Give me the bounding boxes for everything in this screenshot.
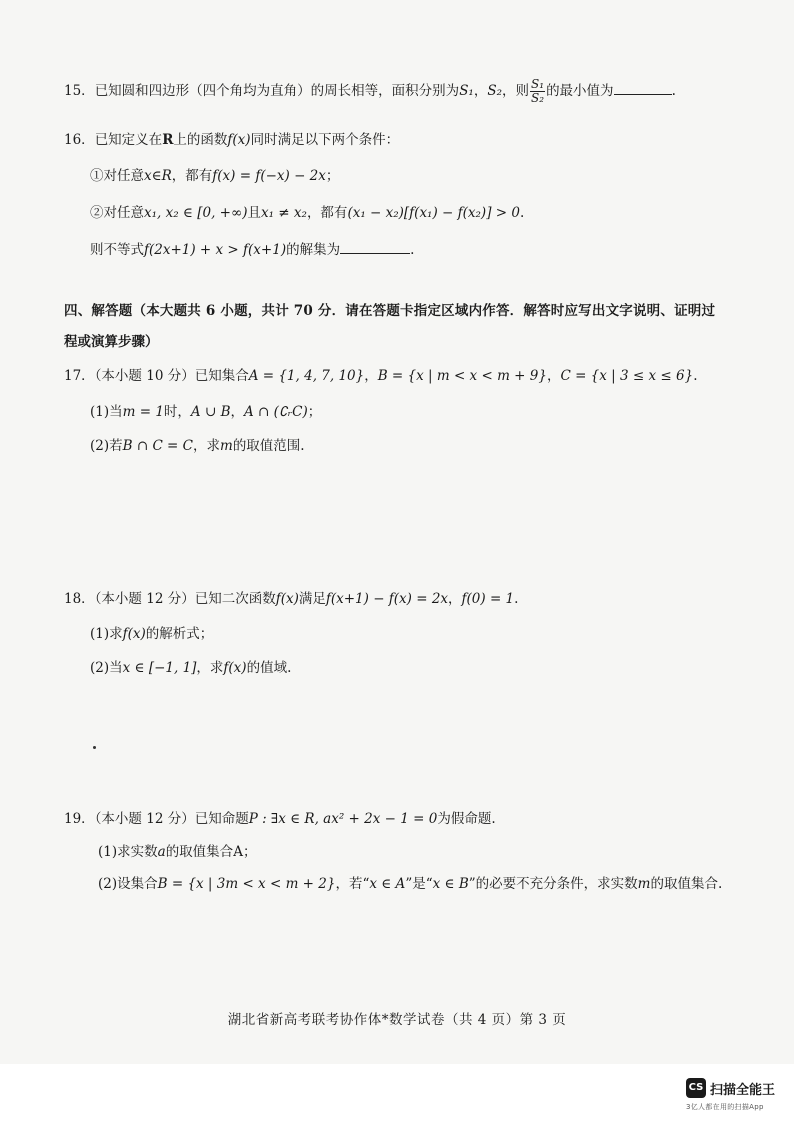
question-19-part-1: (1)求实数a的取值集合A； (98, 844, 257, 860)
scanner-app-tagline: 3亿人都在用的扫描App (686, 1103, 764, 1111)
section-heading-cont: 程或演算步骤） (64, 334, 159, 350)
question-17-part-1: (1)当m = 1时，A ∪ B，A ∩ (∁ᵣC)； (90, 404, 322, 420)
question-16-condition-2: ②对任意x₁, x₂ ∈ [0, +∞)且x₁ ≠ x₂，都有(x₁ − x₂)[f(x₁) − f(x₂)] > 0. (90, 205, 525, 221)
question-17-stem: 17．（本小题 10 分）已知集合A = {1, 4, 7, 10}，B = {x | m < x < m + 9}，C = {x | 3 ≤ x ≤ 6}. (64, 368, 698, 384)
answer-blank (614, 93, 672, 95)
fraction-s1-s2: $\frac{\text{S₁}}{\text{S₂}}$ (531, 77, 545, 105)
page-footer: 湖北省新高考联考协作体*数学试卷（共 4 页）第 3 页 (227, 1012, 567, 1028)
question-19-part-2: (2)设集合B = {x | 3m < x < m + 2}，若“x ∈ A”是“x ∈ B”的必要不充分条件，求实数m的取值集合. (98, 876, 723, 892)
question-18-stem: 18．（本小题 12 分）已知二次函数f(x)满足f(x+1) − f(x) = 2x，f(0) = 1. (64, 591, 519, 607)
question-16-condition-1: ①对任意x∈R，都有f(x) = f(−x) − 2x； (90, 168, 340, 184)
question-15: 15．已知圆和四边形（四个角均为直角）的周长相等，面积分别为S₁，S₂，则 $\frac{\text{S₁}}{\text{S₂}}$ 的最小值为 . (64, 77, 676, 105)
question-18-part-1: (1)求f(x)的解析式； (90, 626, 214, 642)
scanner-app-name: 扫描全能王 (710, 1083, 776, 1098)
question-16-stem: 16．已知定义在R上的函数f(x)同时满足以下两个条件： (64, 132, 400, 148)
question-16-ask: 则不等式f(2x+1) + x > f(x+1)的解集为 . (90, 242, 415, 258)
camscanner-logo-icon: CS (686, 1078, 706, 1098)
scan-bar (0, 1064, 794, 1124)
section-heading: 四、解答题（本大题共 6 小题，共计 70 分．请在答题卡指定区域内作答．解答时应写出文字说明、证明过 (64, 303, 716, 319)
question-19-stem: 19．（本小题 12 分）已知命题P : ∃x ∈ R, ax² + 2x − 1 = 0为假命题. (64, 811, 496, 827)
stray-mark (93, 746, 96, 749)
answer-blank (340, 252, 410, 254)
question-18-part-2: (2)当x ∈ [−1, 1]，求f(x)的值域. (90, 660, 292, 676)
question-17-part-2: (2)若B ∩ C = C，求m的取值范围. (90, 438, 305, 454)
